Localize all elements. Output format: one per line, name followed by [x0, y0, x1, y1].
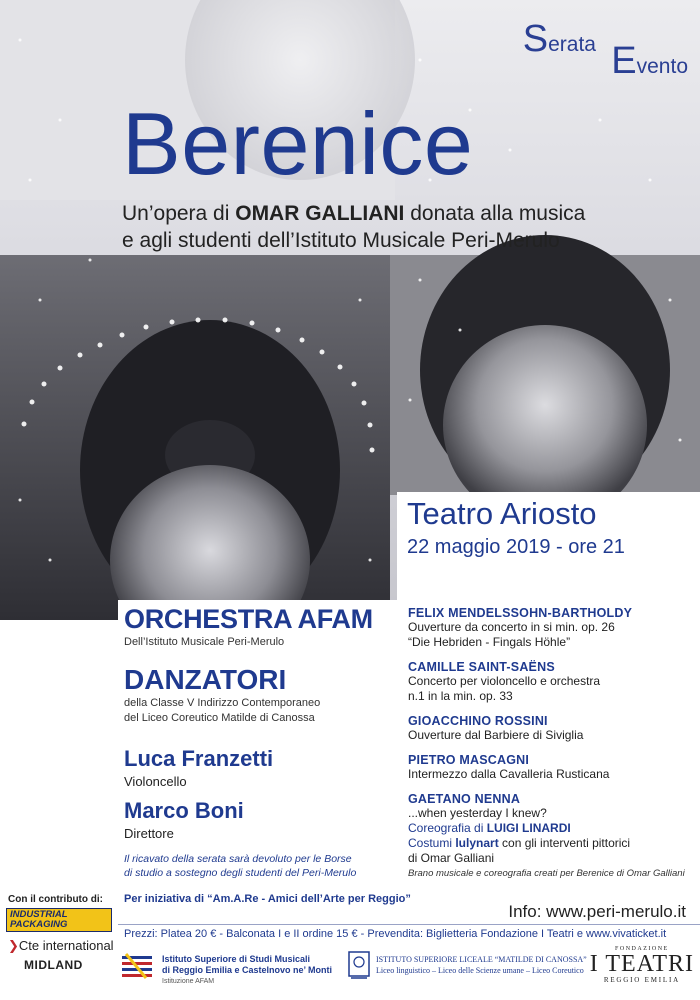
event-title: Berenice	[122, 94, 474, 193]
program-item	[408, 714, 698, 743]
subtitle-line2: e agli studenti dell’Istituto Musicale Peri-Merulo	[122, 229, 560, 252]
serata-initial: S	[522, 18, 549, 60]
artist-name: OMAR GALLIANI	[235, 202, 405, 225]
dancers-subtitle-2: del Liceo Coreutico Matilde di Canossa	[124, 712, 315, 724]
work-line: ...when yesterday I knew?	[408, 806, 547, 820]
prices-bar: Prezzi: Platea 20 € - Balconata I e II ordine 15 € - Prevendita: Biglietteria Fondazione I Teatri e www.vivaticket.it	[118, 924, 700, 942]
soloist-name: Luca Franzetti	[124, 746, 274, 771]
choreographer-name: LUIGI LINARDI	[486, 821, 571, 835]
teatri-foundation: FONDAZIONE	[615, 946, 669, 952]
proceeds-note-line1: Il ricavato della serata sarà devoluto per le Borse	[124, 853, 352, 865]
orchestra-title: ORCHESTRA AFAM	[124, 604, 373, 634]
cte-mark-icon: ❯	[8, 938, 19, 953]
costume-designer: lulynart	[455, 836, 499, 850]
canossa-logo-icon	[346, 950, 372, 982]
costumes-line	[408, 836, 698, 851]
footer-logos	[118, 942, 700, 1000]
midland-logo: MIDLAND	[24, 958, 83, 972]
orchestra-block	[124, 604, 373, 650]
inst1-line3: Istituzione AFAM	[162, 978, 215, 985]
subtitle-suffix: donata alla musica	[404, 202, 586, 225]
program-item	[408, 660, 698, 704]
initiative-credit: Per iniziativa di “Am.A.Re - Amici dell’Arte per Reggio”	[124, 893, 411, 905]
program-item	[408, 792, 698, 879]
choreography-line	[408, 821, 698, 836]
conductor-block	[124, 798, 244, 841]
dancers-block	[124, 664, 320, 726]
work-line: Ouverture da concerto in si min. op. 26	[408, 620, 615, 634]
proceeds-note-line2: di studio a sostegno degli studenti del Peri-Merulo	[124, 867, 357, 879]
soloist-role: Violoncello	[124, 774, 187, 789]
costumes-suffix: con gli interventi pittorici	[498, 836, 631, 850]
work-line: Concerto per violoncello e orchestra	[408, 674, 601, 688]
teatri-name: I TEATRI	[589, 951, 694, 977]
work-line: di Omar Galliani	[408, 851, 495, 865]
evento-word: vento	[636, 55, 688, 78]
peri-merulo-logo-text	[162, 954, 332, 987]
canossa-logo-text	[376, 954, 587, 976]
composer-name: FELIX MENDELSSOHN-BARTHOLDY	[408, 606, 633, 620]
work-line: Ouverture dal Barbiere di Siviglia	[408, 728, 584, 742]
inst1-line1: Istituto Superiore di Studi Musicali	[162, 954, 311, 964]
work-line: “Die Hebriden - Fingals Höhle”	[408, 635, 571, 649]
proceeds-note	[124, 852, 384, 880]
composer-name: CAMILLE SAINT-SAËNS	[408, 660, 555, 674]
brano-note: Brano musicale e coreografia creati per Berenice di Omar Galliani	[408, 868, 685, 879]
i-teatri-logo	[590, 946, 694, 984]
inst2-line1: ISTITUTO SUPERIORE LICEALE “MATILDE DI CANOSSA”	[376, 955, 587, 964]
dancers-title: DANZATORI	[124, 664, 287, 695]
subtitle-prefix: Un’opera di	[122, 202, 236, 225]
cte-international-logo	[8, 938, 114, 954]
inst2-line2: Liceo linguistico – Liceo delle Scienze umane – Liceo Coreutico	[376, 966, 584, 975]
industrial-packaging-logo	[6, 908, 112, 932]
dancers-subtitle-1: della Classe V Indirizzo Contemporaneo	[124, 697, 321, 709]
composer-name: GIOACCHINO ROSSINI	[408, 714, 548, 728]
venue-name: Teatro Ariosto	[407, 496, 597, 531]
choreography-label: Coreografia di	[408, 821, 487, 835]
program-item	[408, 606, 698, 650]
cte-logo-text: Cte international	[18, 938, 114, 953]
sponsors-label: Con il contributo di:	[8, 894, 103, 905]
peri-merulo-logo-icon	[122, 950, 156, 980]
conductor-role: Direttore	[124, 826, 174, 841]
event-subtitle	[122, 200, 585, 254]
program-item	[408, 753, 698, 782]
composer-name: GAETANO NENNA	[408, 792, 521, 806]
work-line: n.1 in la min. op. 33	[408, 689, 513, 703]
concert-program	[408, 606, 698, 889]
event-date: 22 maggio 2019 - ore 21	[407, 536, 625, 558]
orchestra-subtitle: Dell’Istituto Musicale Peri-Merulo	[124, 636, 285, 648]
inst1-line2: di Reggio Emilia e Castelnovo ne’ Monti	[162, 965, 333, 975]
composer-name: PIETRO MASCAGNI	[408, 753, 530, 767]
serata-word: erata	[548, 33, 596, 56]
costumes-label: Costumi	[408, 836, 456, 850]
work-line: Intermezzo dalla Cavalleria Rusticana	[408, 767, 610, 781]
sponsors-column	[0, 888, 118, 1000]
soloist-block	[124, 746, 273, 789]
ip-logo-line2: PACKAGING	[10, 919, 68, 930]
teatri-city: REGGIO EMILIA	[603, 976, 680, 984]
venue-box	[397, 492, 700, 602]
conductor-name: Marco Boni	[124, 798, 244, 823]
info-website[interactable]: Info: www.peri-merulo.it	[508, 902, 686, 921]
evento-initial: E	[611, 40, 637, 82]
ip-logo-line1: INDUSTRIAL	[10, 909, 68, 920]
